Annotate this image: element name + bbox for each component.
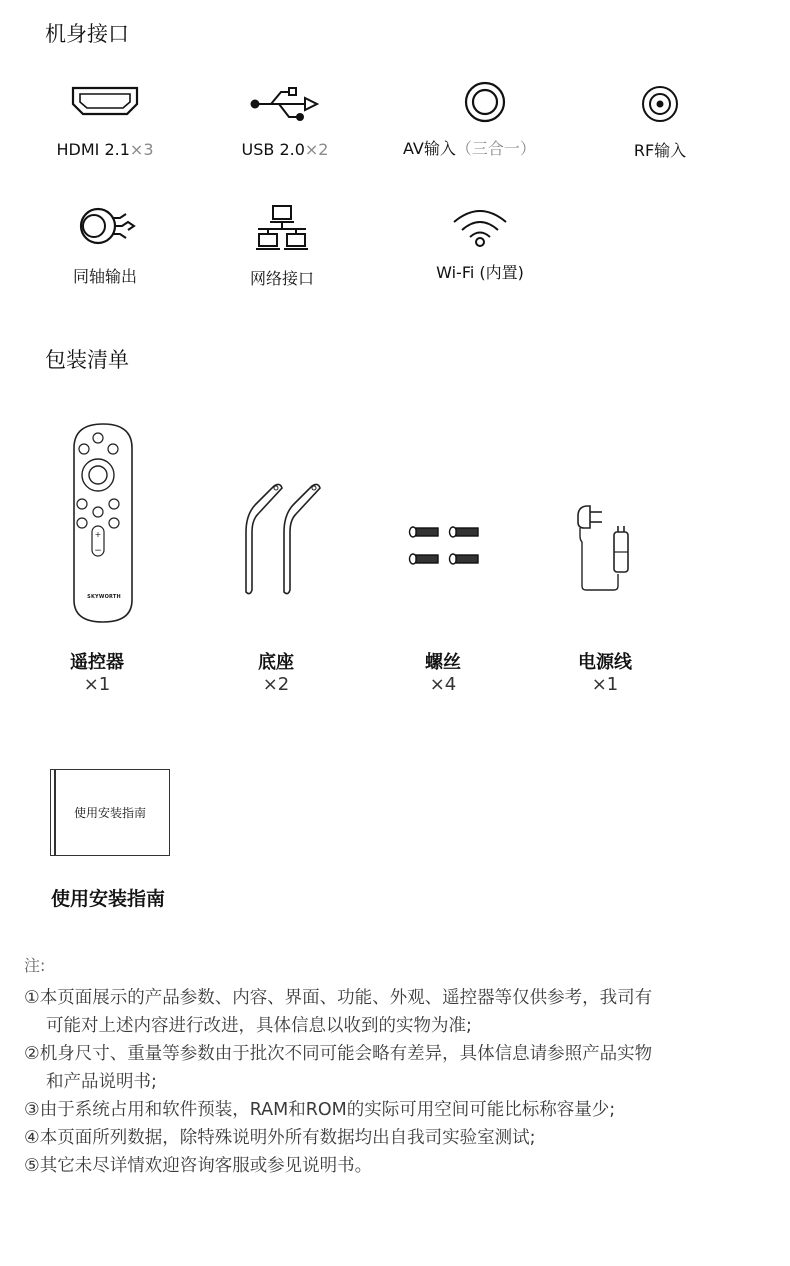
package-title: 包装清单 (45, 348, 129, 372)
stand-count: ×2 (262, 674, 290, 695)
screws-icon (408, 522, 480, 572)
manual-label: 使用安装指南 (51, 888, 166, 910)
port-rf-name: RF输入 (633, 141, 687, 160)
svg-text:+: + (94, 530, 102, 539)
note-line-2: ②机身尺寸、重量等参数由于批次不同可能会略有差异，具体信息请参照产品实物 (24, 1044, 653, 1064)
hdmi-port-icon (70, 84, 140, 118)
port-av-qty: （三合一） (455, 139, 536, 158)
screws-count: ×4 (429, 674, 457, 695)
interfaces-title: 机身接口 (45, 22, 129, 46)
port-usb-qty: ×2 (304, 140, 329, 159)
coaxial-output-icon (72, 204, 138, 248)
note-line-2-cont: 和产品说明书; (46, 1072, 157, 1092)
power-cord-name: 电源线 (578, 652, 632, 673)
manual-booklet-icon (50, 769, 170, 856)
note-line-3: ③由于系统占用和软件预装，RAM和ROM的实际可用空间可能比标称容量少; (24, 1100, 616, 1120)
power-cord-icon (568, 502, 640, 596)
note-line-5: ⑤其它未尽详情欢迎咨询客服或参见说明书。 (24, 1156, 373, 1176)
port-coaxial (55, 204, 155, 287)
port-av (395, 80, 575, 159)
note-line-1-cont: 可能对上述内容进行改进，具体信息以收到的实物为准; (46, 1016, 472, 1036)
remote-brand: SKYWORTH (87, 594, 121, 600)
manual-cover-text: 使用安装指南 (73, 806, 146, 820)
port-usb (220, 84, 350, 159)
port-usb-name: USB 2.0 (241, 140, 305, 159)
screws-image (408, 522, 480, 576)
screws-name: 螺丝 (425, 652, 461, 673)
port-ethernet-name: 网络接口 (249, 269, 314, 288)
stand-legs-icon (238, 480, 328, 600)
note-line-1: ①本页面展示的产品参数、内容、界面、功能、外观、遥控器等仅供参考，我司有 (24, 988, 653, 1008)
svg-text:−: − (94, 546, 102, 556)
notes-section (24, 952, 784, 1180)
usb-icon (249, 84, 321, 128)
wifi-icon (450, 206, 510, 248)
rf-coax-icon (638, 84, 682, 124)
power-cord-image (568, 502, 640, 600)
port-av-name: AV输入 (403, 139, 456, 158)
stand-name: 底座 (258, 652, 294, 673)
port-wifi-name: Wi-Fi (内置) (436, 263, 524, 282)
package-item-stand (216, 648, 336, 695)
package-item-remote (37, 648, 157, 695)
remote-control-image (68, 420, 138, 629)
port-rf (610, 84, 710, 161)
ethernet-network-icon (254, 204, 310, 252)
port-hdmi-name: HDMI 2.1 (56, 140, 130, 159)
stand-image (238, 480, 328, 604)
power-cord-count: ×1 (591, 674, 619, 695)
note-line-4: ④本页面所列数据，除特殊说明外所有数据均出自我司实验室测试; (24, 1128, 536, 1148)
remote-name: 遥控器 (70, 652, 124, 673)
port-wifi (420, 206, 540, 283)
remote-count: ×1 (83, 674, 111, 695)
port-ethernet (232, 204, 332, 289)
port-hdmi (40, 84, 170, 159)
port-hdmi-qty: ×3 (129, 140, 154, 159)
package-item-screws (383, 648, 503, 695)
port-coaxial-name: 同轴输出 (72, 267, 137, 286)
package-item-power-cord (545, 648, 665, 695)
notes-heading: 注: (24, 956, 46, 975)
av-jack-icon (462, 80, 508, 124)
